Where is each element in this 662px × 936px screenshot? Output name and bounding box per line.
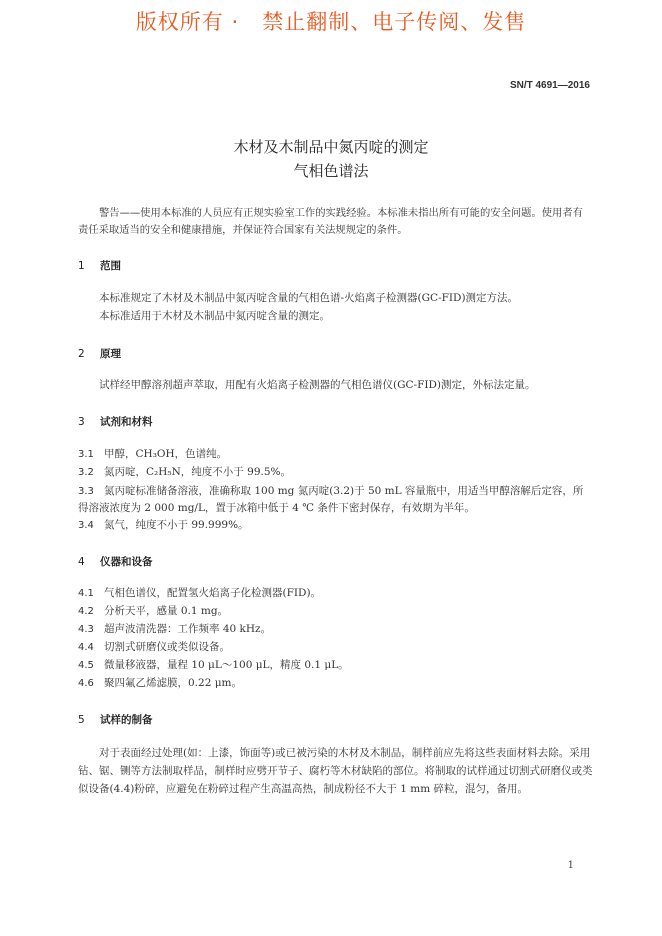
section-3-heading [78,414,153,429]
item-text: 氮丙啶标准储备溶液，准确称取 100 mg 氮丙啶(3.2)于 50 mL 容量瓶中，用适当甲醇溶解后定容，所得溶液浓度为 2 000 mg/L，置于冰箱中低于 4 ℃ 条件下密封保存，有效期为半年。 [78,485,584,514]
item-text: 甲醇，CH₃OH，色谱纯。 [104,448,228,460]
list-item [78,585,593,602]
list-item [78,603,593,620]
section-title: 试剂和材料 [100,416,153,428]
warning-paragraph: 警告——使用本标准的人员应有正规实验室工作的实践经验。本标准未指出所有可能的安全问题。使用者有责任采取适当的安全和健康措施，并保证符合国家有关法规规定的条件。 [78,207,583,236]
section-title: 范围 [100,260,121,272]
list-item [78,483,593,517]
item-number: 4.5 [78,660,94,671]
item-number: 3.2 [78,467,94,478]
list-item [78,464,593,481]
item-text: 氮气，纯度不小于 99.999%。 [104,519,249,531]
list-item [78,517,593,534]
item-text: 气相色谱仪，配置氢火焰离子化检测器(FID)。 [104,587,322,599]
list-item [78,621,593,638]
section-title: 仪器和设备 [100,556,153,568]
item-number: 4.6 [78,678,94,689]
section-title: 试样的制备 [100,714,153,726]
document-title: 木材及木制品中氮丙啶的测定 [233,138,429,156]
section-5-paragraph-1: 对于表面经过处理(如：上漆，饰面等)或已被污染的木材及木制品，制样前应先将这些表面材料去除。采用钻、锯、铡等方法制取样品，制样时应劈开节子、腐朽等木材缺陷的部位。将制取的试样通过切割式研磨仪或类似设备(4.4)粉碎，应避免在粉碎过程产生高温高热，制成粉径不大于 1 mm 碎粒，混匀，备用。 [78,747,593,795]
list-item [78,639,593,656]
copyright-banner: 版权所有 · 禁止翻制、电子传阅、发售 [135,10,527,34]
section-number: 5 [78,714,85,726]
item-text: 氮丙啶，C₂H₅N，纯度不小于 99.5%。 [104,466,291,478]
item-text: 微量移液器，量程 10 μL～100 μL，精度 0.1 μL。 [104,659,349,671]
section-number: 4 [78,556,85,568]
item-text: 分析天平，感量 0.1 mg。 [104,605,229,617]
list-item [78,657,593,674]
item-number: 3.4 [78,520,94,531]
item-text: 聚四氟乙烯滤膜，0.22 μm。 [104,677,242,689]
section-number: 2 [78,348,85,360]
section-4-heading [78,554,153,569]
page-number: 1 [567,860,574,871]
item-number: 3.1 [78,449,94,460]
item-text: 切割式研磨仪或类似设备。 [104,641,230,653]
list-item [78,446,593,463]
item-number: 4.4 [78,642,94,653]
item-number: 4.3 [78,624,94,635]
section-1-paragraph-2: 本标准适用于木材及木制品中氮丙啶含量的测定。 [99,310,330,322]
list-item [78,675,593,692]
section-2-heading [78,346,121,361]
document-subtitle: 气相色谱法 [293,162,369,180]
section-1-heading [78,258,121,273]
item-text: 超声波清洗器：工作频率 40 kHz。 [104,623,272,635]
section-1-paragraph-1: 本标准规定了木材及木制品中氮丙啶含量的气相色谱-火焰离子检测器(GC-FID)测定方法。 [99,292,519,304]
item-number: 3.3 [78,486,94,497]
section-number: 3 [78,416,85,428]
standard-code: SN/T 4691—2016 [509,80,590,91]
item-number: 4.2 [78,606,94,617]
item-number: 4.1 [78,588,94,599]
section-title: 原理 [100,348,121,360]
section-5-heading [78,712,153,727]
section-2-paragraph-1: 试样经甲醇溶剂超声萃取，用配有火焰离子检测器的气相色谱仪(GC-FID)测定，外标法定量。 [99,379,536,391]
section-number: 1 [78,260,85,272]
